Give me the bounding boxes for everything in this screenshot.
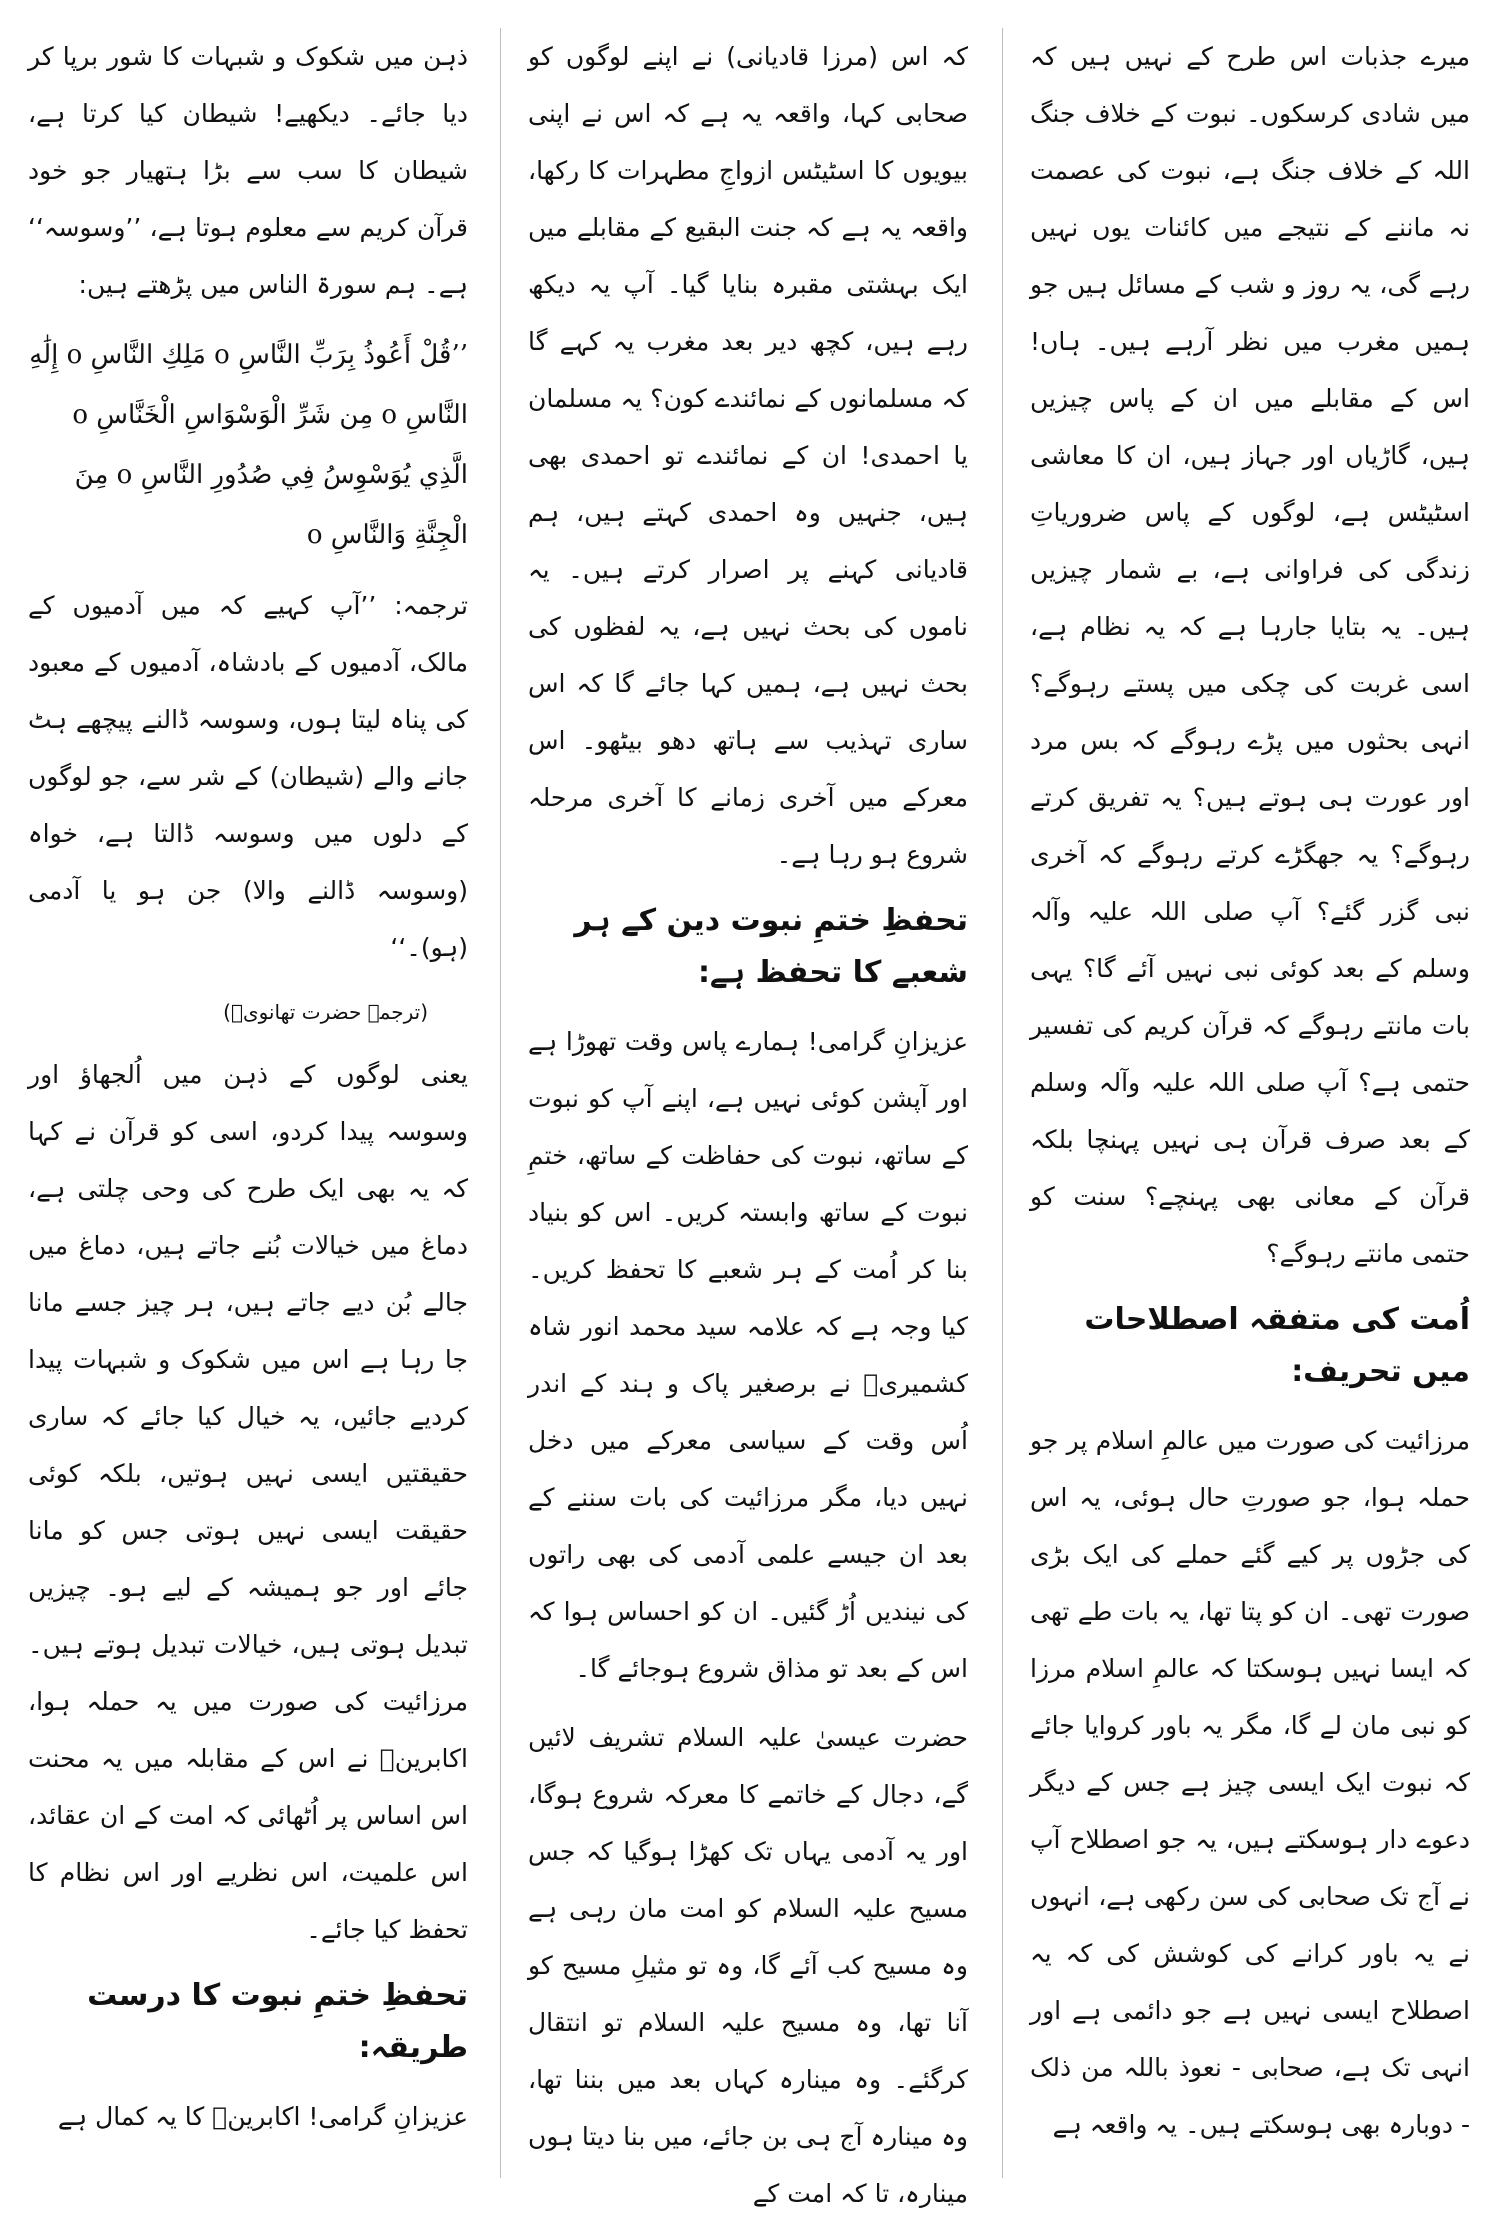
column-divider xyxy=(500,28,501,2178)
column-divider xyxy=(1002,28,1003,2178)
quran-verse: ’’قُلْ أَعُوذُ بِرَبِّ النَّاسِ o مَلِكِ النَّاسِ o إِلَٰهِ النَّاسِ o مِن شَرِّ الْوَسْوَاسِ الْخَنَّاسِ o الَّذِي يُوَسْوِسُ فِي صُدُورِ النَّاسِ o مِنَ الْجِنَّةِ وَالنَّاسِ o xyxy=(29,340,468,550)
paragraph: حضرت عیسیٰ علیہ السلام تشریف لائیں گے، دجال کے خاتمے کا معرکہ شروع ہوگا، اور یہ آدمی یہاں تک کھڑا ہوگیا کہ جس مسیح علیہ السلام کو امت مان رہی ہے وہ مسیح کب آئے گا، وہ تو مثیلِ مسیح کو آنا تھا، وہ مسیح علیہ السلام تو انتقال کرگئے۔ وہ مینارہ کہاں بعد میں بننا تھا، وہ مینارہ آج ہی بن جائے، میں بنا دیتا ہوں مینارہ، تا کہ امت کے xyxy=(528,1723,968,2208)
section-heading: تحفظِ ختمِ نبوت کا درست طریقہ: xyxy=(87,1978,468,2065)
paragraph: ذہن میں شکوک و شبہات کا شور برپا کر دیا جائے۔ دیکھیے! شیطان کیا کرتا ہے، شیطان کا سب سے بڑا ہتھیار جو خود قرآن کریم سے معلوم ہوتا ہے، ’’وسوسہ‘‘ ہے۔ ہم سورۃ الناس میں پڑھتے ہیں: xyxy=(28,42,468,299)
translation-credit: (ترجمہ حضرت تھانویؒ) xyxy=(223,1000,428,1024)
paragraph: میرے جذبات اس طرح کے نہیں ہیں کہ میں شادی کرسکوں۔ نبوت کے خلاف جنگ اللہ کے خلاف جنگ ہے، نبوت کی عصمت نہ ماننے کے نتیجے میں کائنات یوں نہیں رہے گی، یہ روز و شب کے مسائل ہیں جو ہمیں مغرب میں نظر آرہے ہیں۔ ہاں! اس کے مقابلے میں ان کے پاس چیزیں ہیں، گاڑیاں اور جہاز ہیں، ان کا معاشی اسٹیٹس ہے، لوگوں کے پاس ضروریاتِ زندگی کی فراوانی ہے، بے شمار چیزیں ہیں۔ یہ بتایا جارہا ہے کہ یہ نظام ہے، اسی غربت کی چکی میں پستے رہوگے؟ انہی بحثوں میں پڑے رہوگے کہ بس مرد اور عورت ہی ہوتے ہیں؟ یہ تفریق کرتے رہوگے؟ یہ جھگڑے کرتے رہوگے کہ آخری نبی گزر گئے؟ آپ صلی اللہ علیہ وآلہ وسلم کے بعد کوئی نبی نہیں آئے گا؟ یہی بات مانتے رہوگے کہ قرآن کریم کی تفسیر حتمی ہے؟ آپ صلی اللہ علیہ وآلہ وسلم کے بعد صرف قرآن ہی نہیں پہنچا بلکہ قرآن کے معانی بھی پہنچے؟ سنت کو حتمی مانتے رہوگے؟ xyxy=(1030,42,1470,1268)
translation-paragraph: ترجمہ: ’’آپ کہیے کہ میں آدمیوں کے مالک، آدمیوں کے بادشاہ، آدمیوں کے معبود کی پناہ لیتا ہوں، وسوسہ ڈالنے پیچھے ہٹ جانے والے (شیطان) کے شر سے، جو لوگوں کے دلوں میں وسوسہ ڈالتا ہے، خواہ (وسوسہ ڈالنے والا) جن ہو یا آدمی (ہو)۔‘‘ xyxy=(28,591,468,962)
paragraph: یعنی لوگوں کے ذہن میں اُلجھاؤ اور وسوسہ پیدا کردو، اسی کو قرآن نے کہا کہ یہ بھی ایک طرح کی وحی چلتی ہے، دماغ میں خیالات بُنے جاتے ہیں، دماغ میں جالے بُن دیے جاتے ہیں، ہر چیز جسے مانا جا رہا ہے اس میں شکوک و شبہات پیدا کردیے جائیں، یہ خیال کیا جائے کہ ساری حقیقتیں ایسی نہیں ہوتیں، بلکہ کوئی حقیقت ایسی نہیں ہوتی جس کو مانا جائے اور جو ہمیشہ کے لیے ہو۔ چیزیں تبدیل ہوتی ہیں، خیالات تبدیل ہوتے ہیں۔ مرزائیت کی صورت میں یہ حملہ ہوا، اکابرینؒ نے اس کے مقابلہ میں یہ محنت اس اساس پر اُٹھائی کہ امت کے ان عقائد، اس علمیت، اس نظریے اور اس نظام کا تحفظ کیا جائے۔ xyxy=(28,1060,468,1944)
paragraph: مرزائیت کی صورت میں عالمِ اسلام پر جو حملہ ہوا، جو صورتِ حال ہوئی، یہ اس کی جڑوں پر کیے گئے حملے کی ایک بڑی صورت تھی۔ ان کو پتا تھا، یہ بات طے تھی کہ ایسا نہیں ہوسکتا کہ عالمِ اسلام مرزا کو نبی مان لے گا، مگر یہ باور کروایا جائے کہ نبوت ایک ایسی چیز ہے جس کے دیگر دعوے دار ہوسکتے ہیں، یہ جو اصطلاح آپ نے آج تک صحابی کی سن رکھی ہے، انہوں نے یہ باور کرانے کی کوشش کی کہ یہ اصطلاح ایسی نہیں ہے جو دائمی ہے اور انہی تک ہے، صحابی - نعوذ باللہ من ذلک - دوبارہ بھی ہوسکتے ہیں۔ یہ واقعہ ہے xyxy=(1030,1426,1470,2139)
column-right xyxy=(1030,28,1470,2178)
paragraph: عزیزانِ گرامی! ہمارے پاس وقت تھوڑا ہے اور آپشن کوئی نہیں ہے، اپنے آپ کو نبوت کے ساتھ، نبوت کی حفاظت کے ساتھ، ختمِ نبوت کے ساتھ وابستہ کریں۔ اس کو بنیاد بنا کر اُمت کے ہر شعبے کا تحفظ کریں۔ کیا وجہ ہے کہ علامہ سید محمد انور شاہ کشمیریؒ نے برصغیر پاک و ہند کے اندر اُس وقت کے سیاسی معرکے میں دخل نہیں دیا، مگر مرزائیت کی بات سننے کے بعد ان جیسے علمی آدمی کی بھی راتوں کی نیندیں اُڑ گئیں۔ ان کو احساس ہوا کہ اس کے بعد تو مذاق شروع ہوجائے گا۔ xyxy=(528,1027,968,1683)
section-heading: اُمت کی متفقہ اصطلاحات میں تحریف: xyxy=(1084,1302,1470,1389)
column-middle xyxy=(528,28,968,2208)
paragraph: عزیزانِ گرامی! اکابرینؒ کا یہ کمال ہے xyxy=(57,2102,468,2131)
section-heading: تحفظِ ختمِ نبوت دین کے ہر شعبے کا تحفظ ہے: xyxy=(574,903,968,990)
paragraph: کہ اس (مرزا قادیانی) نے اپنے لوگوں کو صحابی کہا، واقعہ یہ ہے کہ اس نے اپنی بیویوں کا اسٹیٹس ازواجِ مطہرات کا رکھا، واقعہ یہ ہے کہ جنت البقیع کے مقابلے میں ایک بہشتی مقبرہ بنایا گیا۔ آپ یہ دیکھ رہے ہیں، کچھ دیر بعد مغرب یہ کہے گا کہ مسلمانوں کے نمائندے کون؟ یہ مسلمان یا احمدی! ان کے نمائندے تو احمدی بھی ہیں، جنہیں وہ احمدی کہتے ہیں، ہم قادیانی کہنے پر اصرار کرتے ہیں۔ یہ ناموں کی بحث نہیں ہے، یہ لفظوں کی بحث نہیں ہے، ہمیں کہا جائے گا کہ اس ساری تہذیب سے ہاتھ دھو بیٹھو۔ اس معرکے میں آخری زمانے کا آخری مرحلہ شروع ہو رہا ہے۔ xyxy=(528,42,968,869)
column-left xyxy=(28,28,468,2178)
